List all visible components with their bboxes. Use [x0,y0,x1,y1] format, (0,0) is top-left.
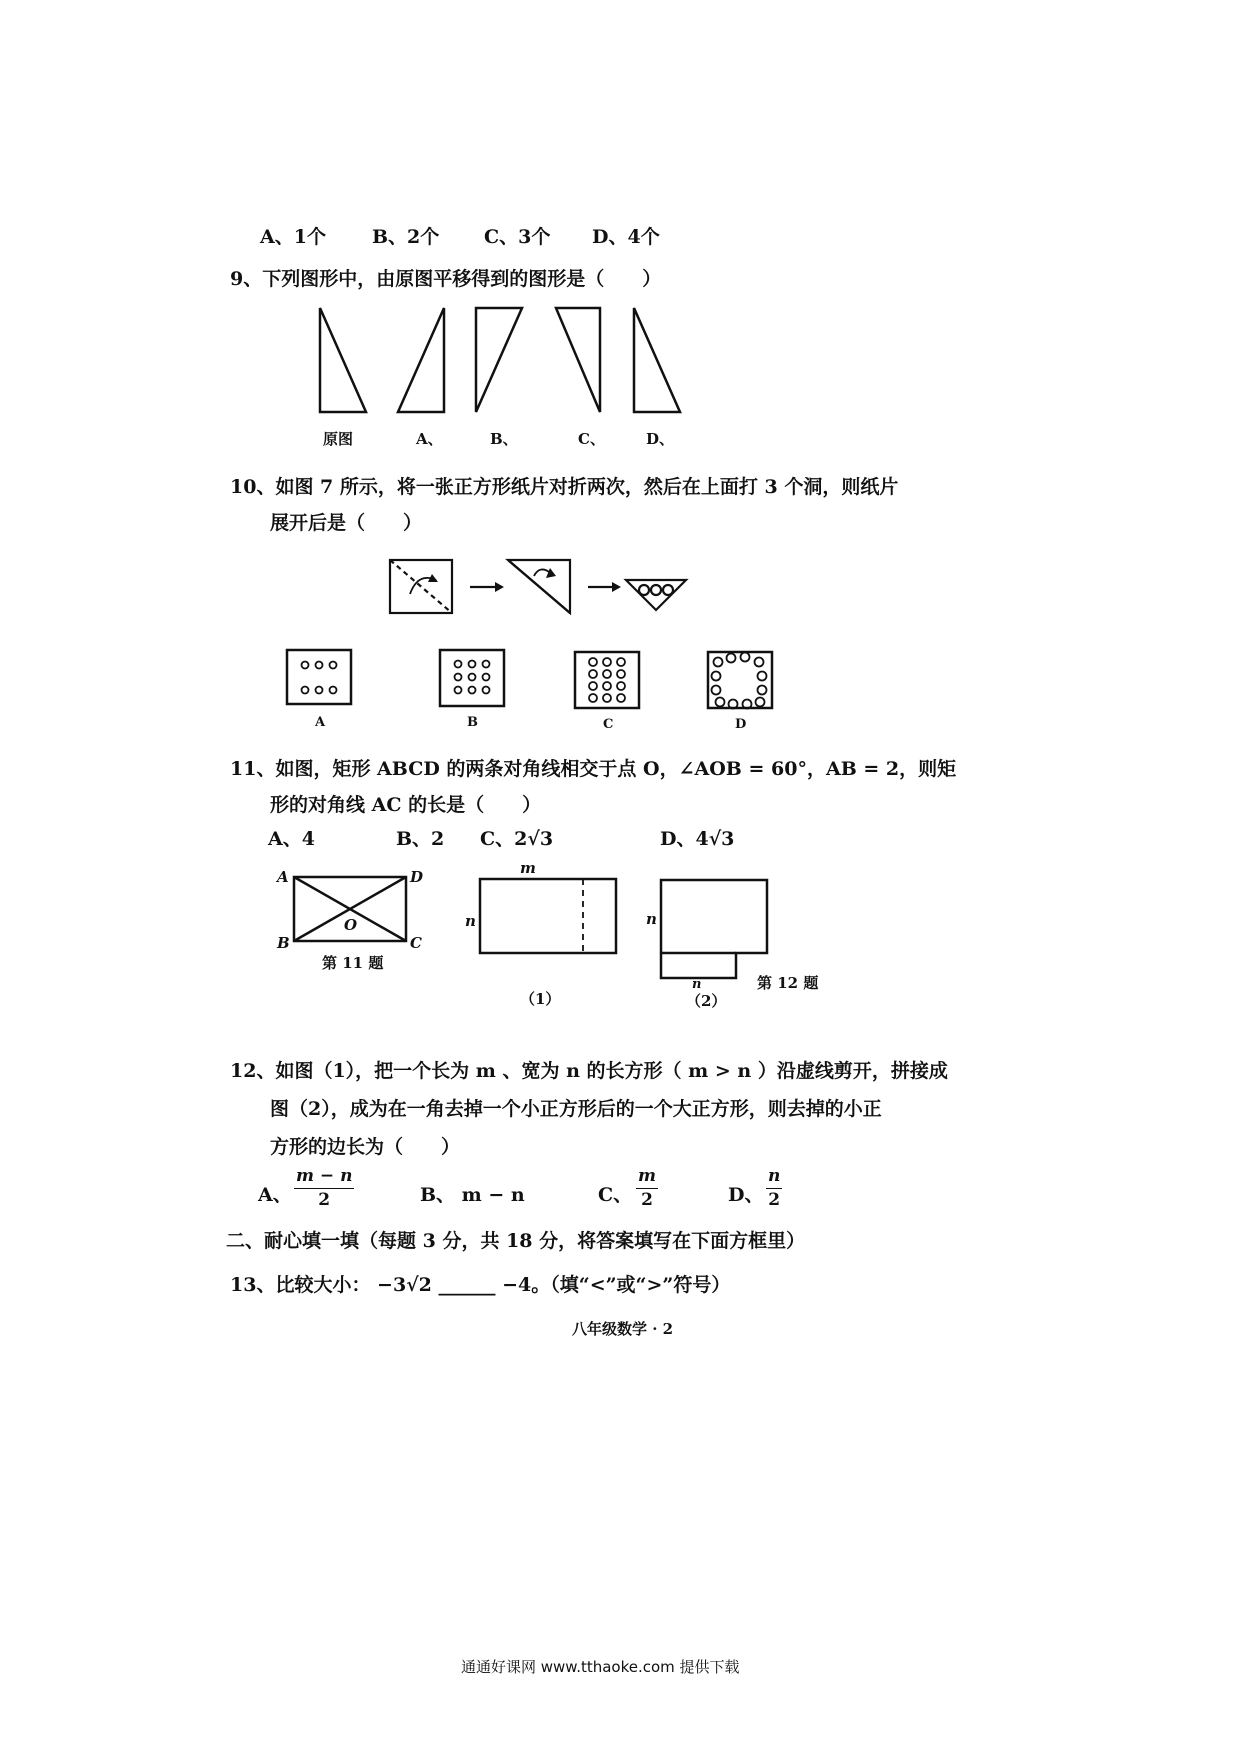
q8-option-a: A、1个 [260,226,326,248]
q11-question-line1: 11、如图，矩形 ABCD 的两条对角线相交于点 O，∠AOB = 60°，AB = 2，则矩 [230,758,957,780]
q9-label-a: A、 [416,430,443,448]
q8-option-d: D、4个 [592,226,660,248]
q11-figure-caption: 第 11 题 [322,954,384,972]
q8-option-b: B、2个 [372,226,440,248]
q11-vertex-c: C [410,934,422,952]
q10-option-a-label: A [315,715,326,730]
q11-center-o: O [344,916,358,934]
q9-label-original: 原图 [323,430,354,448]
q12-option-d-denominator: 2 [768,1190,781,1210]
q12-option-c-prefix: C、 [598,1184,633,1206]
q12-label-n-3: n [692,977,702,992]
q10-option-c-label: C [603,717,614,732]
q12-option-a-prefix: A、 [258,1184,292,1206]
q11-option-a: A、4 [268,828,315,850]
q11-option-b: B、2 [396,828,445,850]
q12-option-b: B、 m − n [420,1184,525,1206]
q12-option-a-numerator: m − n [294,1168,354,1189]
q12-caption-2: （2） [686,992,727,1010]
q10-option-d-label: D [735,717,747,732]
q11-option-d: D、4√3 [660,828,735,850]
q12-option-d-fraction [766,1168,782,1209]
q12-caption-1: （1） [520,990,561,1008]
q12-question-line3: 方形的边长为（ ） [270,1136,461,1158]
q12-label-m: m [520,859,536,877]
q12-option-d-prefix: D、 [728,1184,764,1206]
q12-option-c-numerator: m [636,1168,658,1189]
q12-option-d-numerator: n [766,1168,782,1189]
q12-option-a-fraction [294,1168,354,1209]
q12-option-c-denominator: 2 [641,1190,653,1210]
q11-option-c: C、2√3 [480,828,554,850]
q12-label-n-2: n [646,910,657,928]
page-footer: 八年级数学 · 2 [572,1320,674,1338]
q10-question-line2: 展开后是（ ） [270,512,423,534]
q11-vertex-d: D [410,868,424,886]
q12-reassembled-square [661,880,767,978]
q13-question: 13、比较大小： −3√2 ______ −4。（填“<”或“>”符号） [230,1274,731,1296]
q12-label-n-1: n [465,912,476,930]
site-footer: 通通好课网 www.tthaoke.com 提供下载 [461,1658,740,1676]
q11-vertex-a: A [277,868,289,886]
q11-vertex-b: B [277,934,290,952]
q8-option-c: C、3个 [484,226,551,248]
q9-label-b: B、 [490,430,518,448]
q12-figure-caption: 第 12 题 [757,974,819,992]
q12-rectangle-original [480,879,616,953]
q11-question-line2: 形的对角线 AC 的长是（ ） [270,794,542,816]
q12-option-c-fraction [636,1168,658,1209]
q10-option-b-label: B [467,715,478,730]
q12-question-line1: 12、如图（1），把一个长为 m 、宽为 n 的长方形（ m > n ）沿虚线剪开，拼接成 [230,1060,948,1082]
q12-option-a-denominator: 2 [318,1190,331,1210]
q9-label-d: D、 [646,430,675,448]
q12-question-line2: 图（2），成为在一角去掉一个小正方形后的一个大正方形，则去掉的小正 [270,1098,882,1120]
q10-question-line1: 10、如图 7 所示，将一张正方形纸片对折两次，然后在上面打 3 个洞，则纸片 [230,476,899,498]
q9-label-c: C、 [578,430,605,448]
q9-question: 9、下列图形中，由原图平移得到的图形是（ ） [230,268,662,290]
section-2-heading: 二、耐心填一填（每题 3 分，共 18 分，将答案填写在下面方框里） [226,1230,806,1252]
